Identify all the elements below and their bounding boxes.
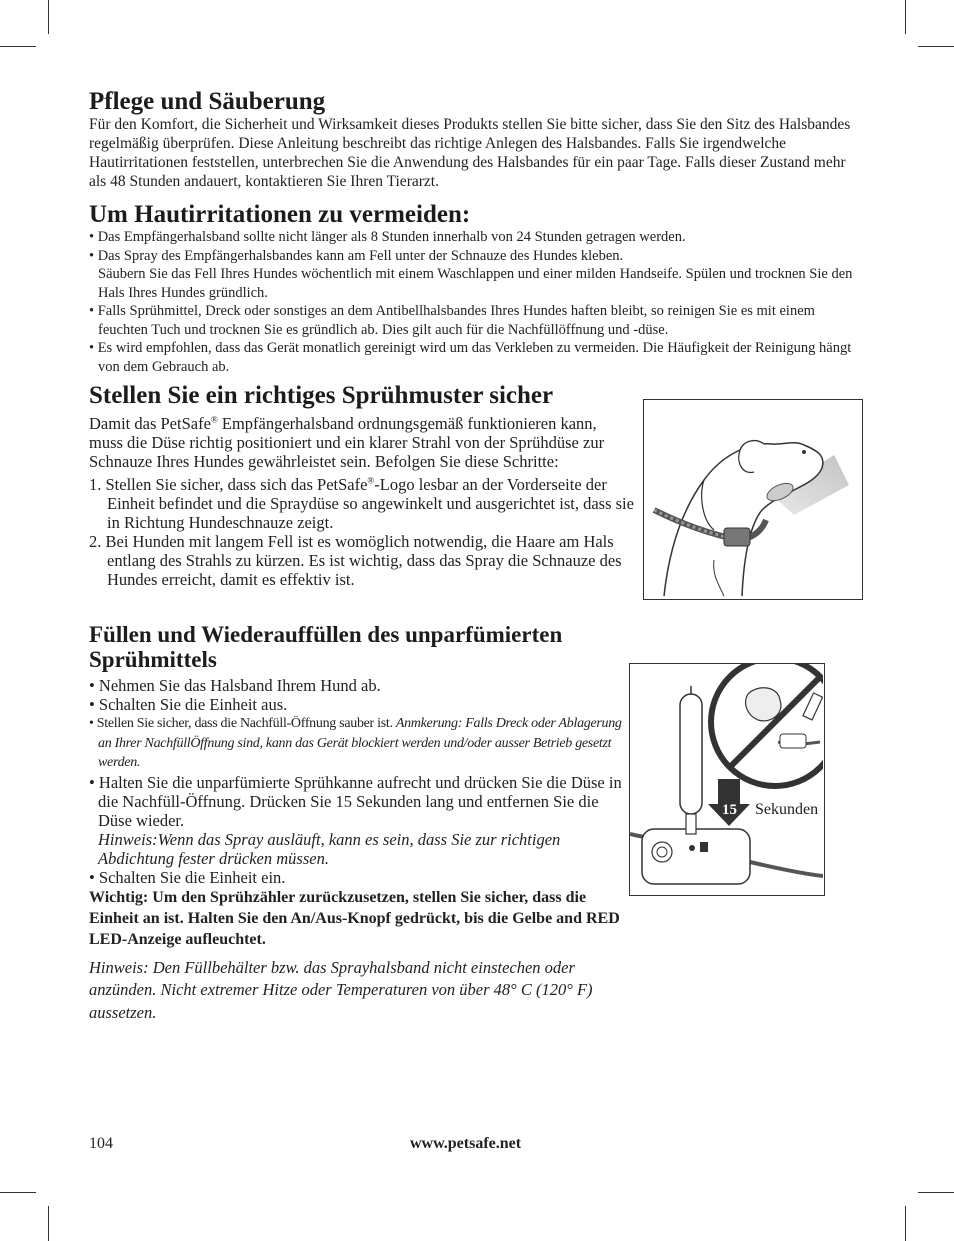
- list-item: Säubern Sie das Fell Ihres Hundes wöchentlich mit einem Waschlappen und einer milden Handseife. Spülen und trocknen Sie den Hals Ihres Hundes gründlich.: [98, 266, 853, 301]
- reset-warning: Wichtig: Um den Sprühzähler zurückzusetzen, stellen Sie sicher, dass die Einheit an ist. Halten Sie den An/Aus-Knopf gedrückt, bis die Gelbe and RED LED-Anzeige aufleuchtet.: [89, 888, 620, 948]
- list-item: • Nehmen Sie das Halsband Ihrem Hund ab.: [89, 676, 381, 695]
- intro-text: Damit das PetSafe: [89, 414, 211, 433]
- page-number: 104: [89, 1135, 113, 1152]
- crop-mark: [48, 1206, 49, 1241]
- dog-collar-figure: [643, 399, 863, 600]
- section-refill: [89, 622, 624, 1024]
- list-item: • Das Empfängerhalsband sollte nicht länger als 8 Stunden innerhalb von 24 Stunden getragen werden.: [89, 229, 686, 245]
- refill-figure: [629, 663, 825, 896]
- crop-mark: [905, 0, 906, 34]
- seconds-number: 15: [722, 802, 737, 818]
- crop-mark: [0, 1192, 36, 1193]
- footer-url[interactable]: www.petsafe.net: [410, 1135, 522, 1152]
- list-item: • Schalten Sie die Einheit aus.: [89, 695, 288, 714]
- spray-pattern-steps: [89, 475, 634, 589]
- skin-irritation-heading: Um Hautirritationen zu vermeiden:: [89, 201, 471, 228]
- list-item: • Schalten Sie die Einheit ein.: [89, 867, 286, 887]
- care-text: Für den Komfort, die Sicherheit und Wirksamkeit dieses Produkts stellen Sie bitte sicher, dass Sie den Sitz des Halsbandes regelmäßig überprüfen. Diese Anleitung beschreibt das richtige Anlegen des Halsbandes. Falls Sie irgendwelche Hautirritationen feststellen, unterbrechen Sie die Anwendung des Halsbandes für ein paar Tage. Falls dieser Zustand mehr als 48 Stunden andauert, kontaktieren Sie Ihren Tierarzt.: [89, 116, 851, 190]
- registered-mark: ®: [367, 475, 375, 486]
- crop-mark: [918, 46, 954, 47]
- list-item: • Falls Sprühmittel, Dreck oder sonstiges an dem Antibellhalsbandes Ihres Hundes haften bleibt, so reinigen Sie es mit einem feuchten Tuch und trocknen Sie es gründlich ab. Dies gilt auch für die Nachfüllöffnung und -düse.: [89, 303, 815, 338]
- crop-mark: [48, 0, 49, 34]
- seconds-label: Sekunden: [755, 801, 819, 818]
- dog-collar-illustration: [644, 400, 861, 598]
- refill-heading: Füllen und Wiederauffüllen des unparfümierten Sprühmittels: [89, 622, 563, 672]
- refill-list: [89, 676, 624, 887]
- list-item: • Das Spray des Empfängerhalsbandes kann am Fell unter der Schnauze des Hundes kleben.: [89, 247, 624, 264]
- spray-pattern-heading: Stellen Sie ein richtiges Sprühmuster sicher: [89, 382, 554, 409]
- section-skin-irritation: [89, 201, 864, 376]
- crop-mark: [905, 1206, 906, 1241]
- skin-irritation-list: [89, 228, 864, 376]
- care-heading: Pflege und Säuberung: [89, 88, 326, 115]
- list-item: 1. Stellen Sie sicher, dass sich das PetSafe®-Logo lesbar an der Vorderseite der Einheit befindet und die Spraydüse so angewinkelt und ausgerichtet ist, dass sie in Richtung Hundeschnauze zeigt.: [89, 475, 634, 532]
- list-item: Hinweis:Wenn das Spray ausläuft, kann es sein, dass Sie zur richtigen Abdichtung fester drücken müssen.: [98, 829, 561, 868]
- list-item: 2. Bei Hunden mit langem Fell ist es womöglich notwendig, die Haare am Hals entlang des Strahls zu kürzen. Es ist wichtig, dass das Spray die Schnauze des Hundes erreicht, damit es effektiv ist.: [89, 532, 622, 589]
- list-item: • Halten Sie die unparfümierte Sprühkanne aufrecht und drücken Sie die Düse in die Nachfüll-Öffnung. Drücken Sie 15 Sekunden lang und entfernen Sie die Düse wieder.: [89, 772, 622, 830]
- list-item: • Stellen Sie sicher, dass die Nachfüll-Öffnung sauber ist. Anmkerung: Falls Dreck oder Ablagerung an Ihrer NachfüllÖffnung sind, kann das Gerät blockiert werden und/oder ausser Betrieb gesetzt werden.: [89, 716, 622, 770]
- crop-mark: [0, 46, 36, 47]
- spray-pattern-intro: [89, 414, 634, 471]
- crop-mark: [918, 1192, 954, 1193]
- section-spray-pattern: [89, 382, 634, 589]
- refill-illustration: [630, 664, 823, 894]
- intro-text: Empfängerhalsband ordnungsgemäß funktionieren kann, muss die Düse richtig positioniert und ein klarer Strahl von der Sprühdüse zur Schnauze Ihres Hundes gewährleistet sein. Befolgen Sie diese Schritte:: [89, 414, 605, 471]
- safety-note: Hinweis: Den Füllbehälter bzw. das Sprayhalsband nicht einstechen oder anzünden. Nicht extremer Hitze oder Temperaturen von über 48° C (120° F) aussetzen.: [89, 957, 593, 1022]
- section-care: [89, 88, 864, 191]
- list-item: • Es wird empfohlen, dass das Gerät monatlich gereinigt wird um das Verkleben zu vermeiden. Die Häufigkeit der Reinigung hängt von dem Gebrauch ab.: [89, 340, 852, 375]
- registered-mark: ®: [210, 414, 218, 425]
